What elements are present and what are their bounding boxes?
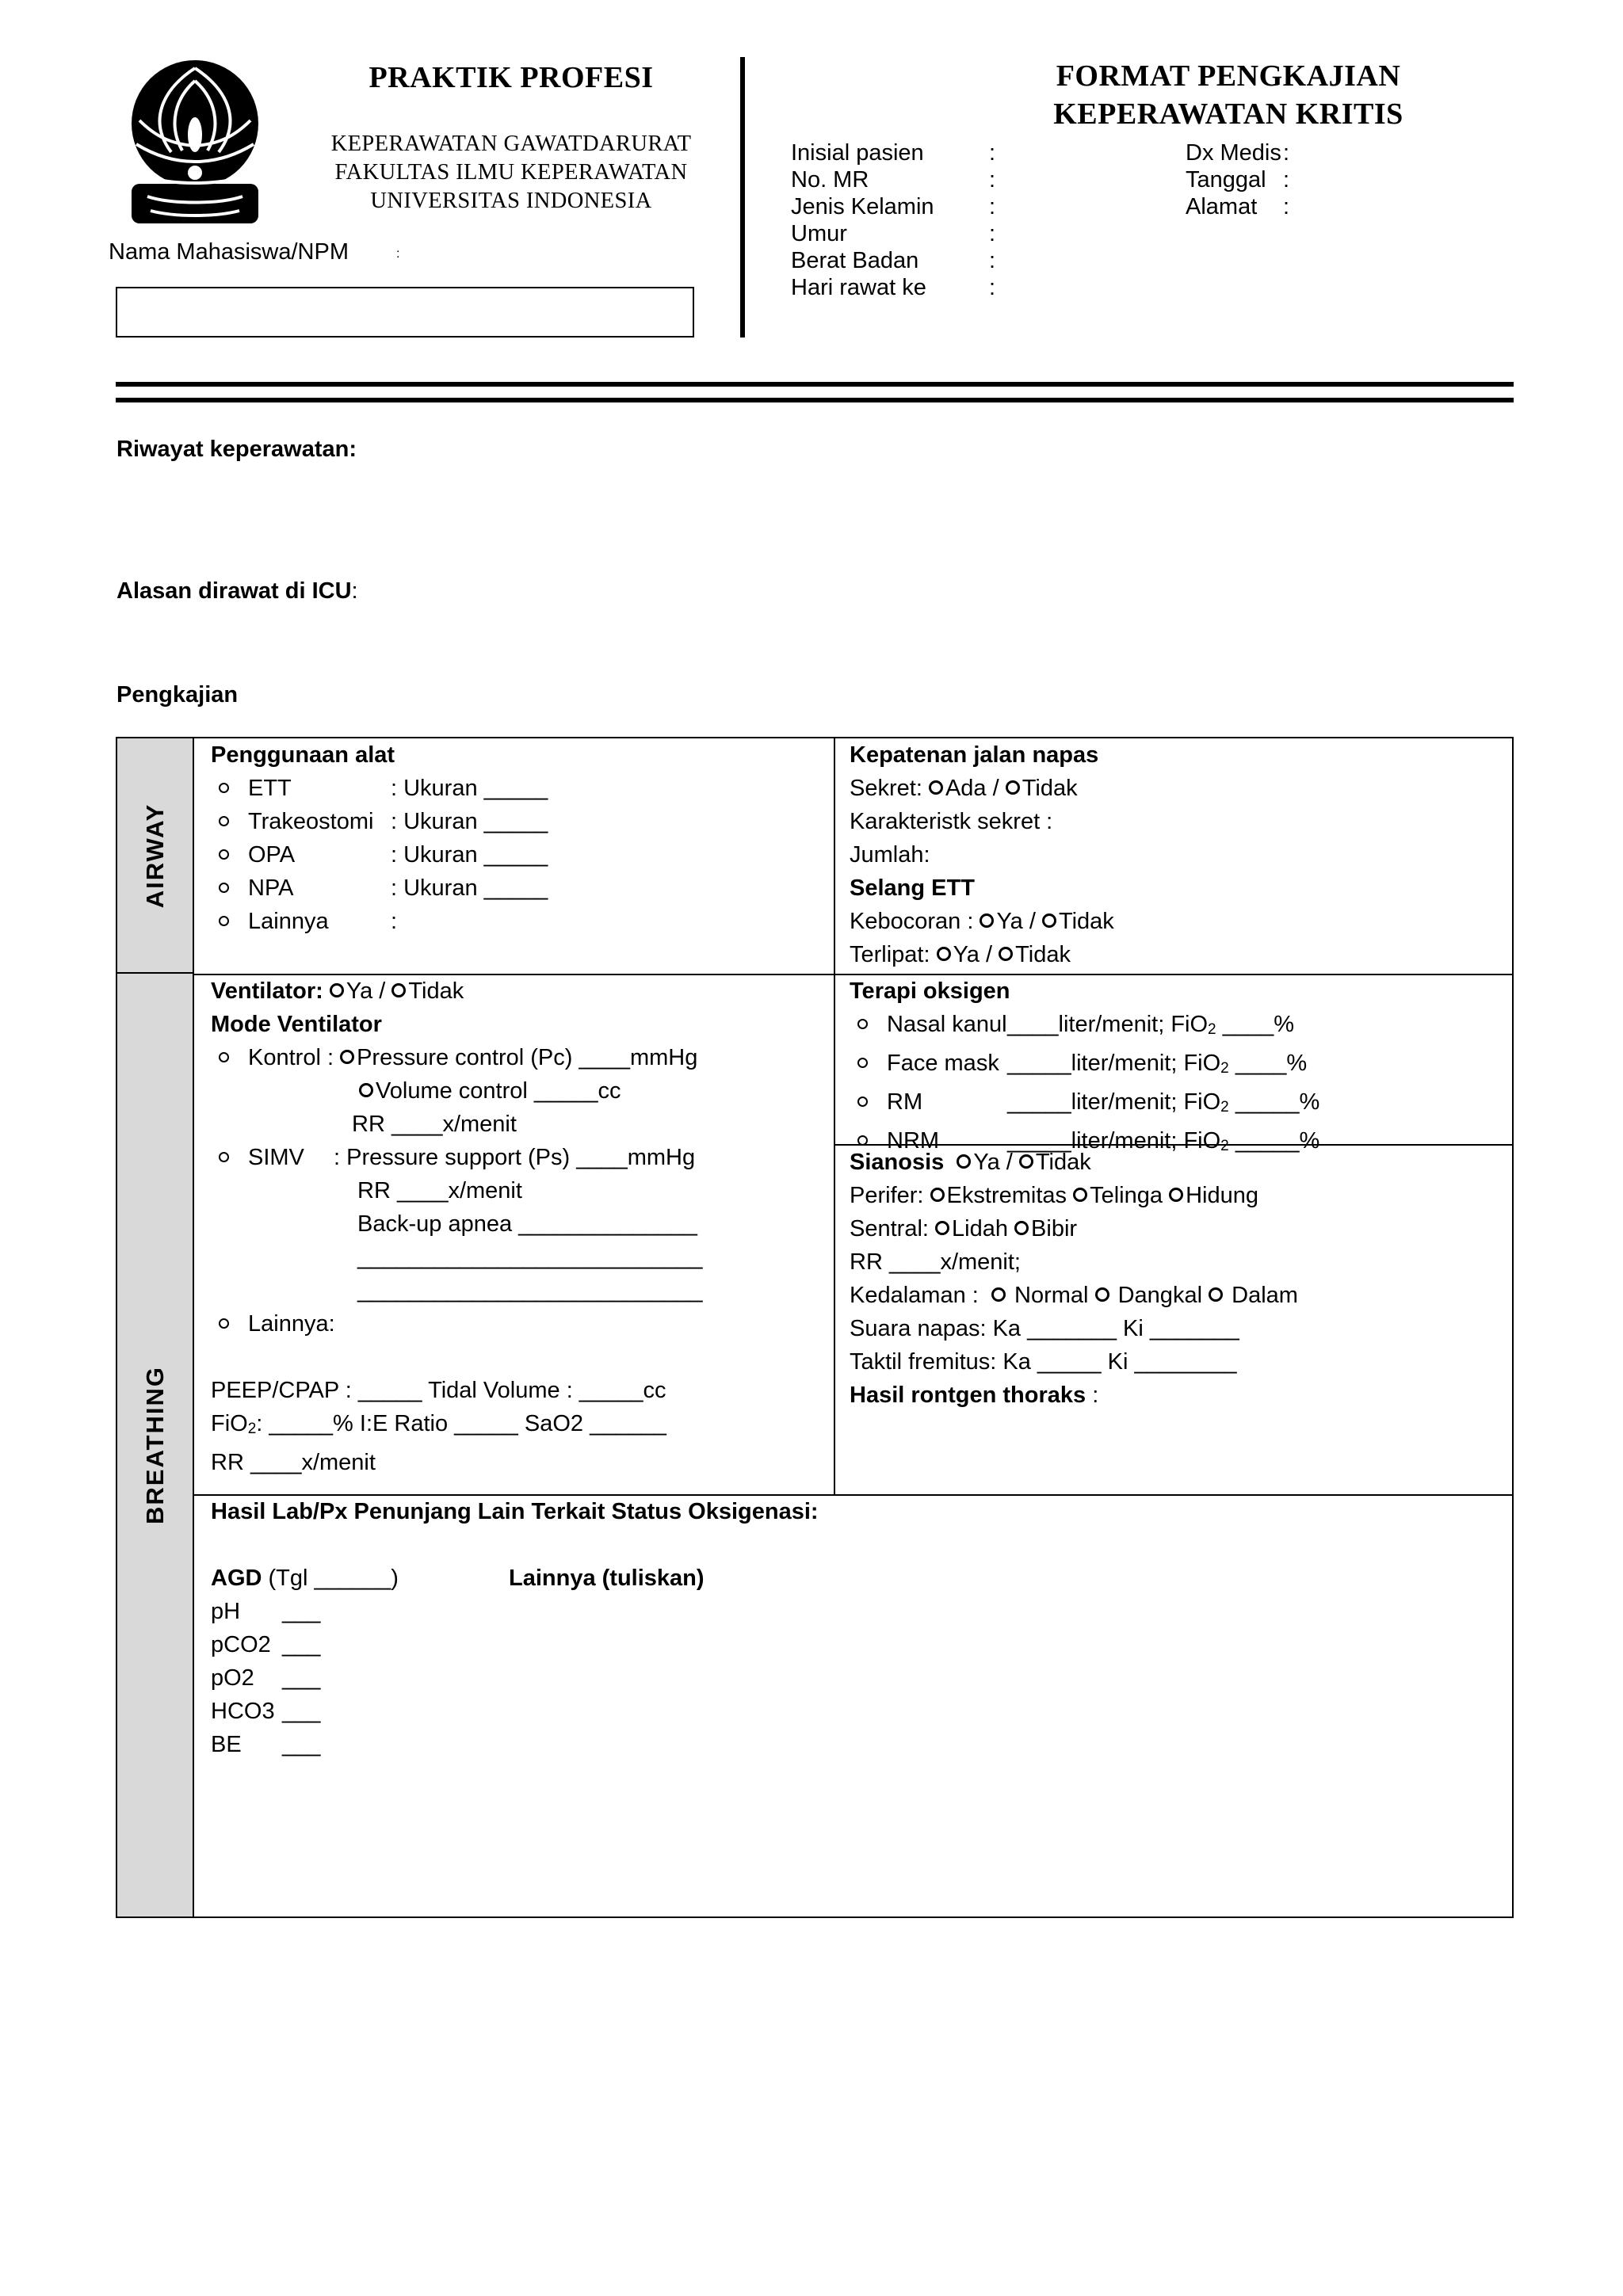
xray-label: Hasil rontgen thoraks: [850, 1383, 1086, 1408]
subscript: 2: [1208, 1021, 1216, 1038]
separator: /: [986, 942, 993, 967]
oxygen-row: [850, 1047, 1319, 1085]
agd-value-field[interactable]: ___: [282, 1732, 321, 1757]
radio-icon[interactable]: [1014, 1221, 1029, 1235]
respiratory-rate-field[interactable]: RR ____x/menit;: [850, 1249, 1021, 1275]
size-field[interactable]: : Ukuran _____: [391, 776, 548, 801]
agd-header-row: [211, 1562, 819, 1595]
secretion-label: Sekret:: [850, 776, 922, 801]
department-name: KEPERAWATAN GAWATDARURAT: [330, 132, 692, 156]
radio-icon[interactable]: [1209, 1287, 1223, 1302]
control-rr-field[interactable]: RR ____x/menit: [352, 1112, 517, 1137]
fio2-ratio-text: : _____% I:E Ratio _____ SaO2 ______: [256, 1411, 666, 1436]
option-tongue: Lidah: [952, 1216, 1008, 1241]
cyanosis-cell: [850, 1146, 1298, 1412]
option-no: Tidak: [1058, 909, 1114, 934]
size-field[interactable]: : Ukuran _____: [391, 875, 548, 901]
airway-devices-cell: [211, 738, 548, 938]
spacer: [211, 1528, 819, 1562]
oxygen-device: RM: [887, 1089, 923, 1115]
patient-initials-label: Inisial pasien: [791, 140, 924, 166]
tactile-fremitus-field[interactable]: Taktil fremitus: Ka _____ Ki ________: [850, 1349, 1237, 1375]
fio2-percent[interactable]: _____%: [1235, 1089, 1320, 1115]
agd-item: HCO3: [211, 1699, 275, 1724]
bullet-icon: [219, 883, 229, 893]
other-colon: :: [391, 909, 398, 934]
ventilator-row: [211, 974, 702, 1008]
separator: /: [1029, 909, 1036, 934]
ett-tube-title: Selang ETT: [850, 875, 975, 901]
assessment-table: [116, 737, 1514, 1918]
peep-tidal-field[interactable]: PEEP/CPAP : _____ Tidal Volume : _____cc: [211, 1378, 666, 1403]
kink-label: Terlipat:: [850, 942, 930, 967]
option-present: Ada: [945, 776, 987, 801]
patient-info-labels: [791, 139, 934, 301]
student-name-colon: :: [396, 247, 400, 261]
form-title-line1: FORMAT PENGKAJIAN: [1056, 59, 1401, 93]
address-label: Alamat: [1186, 194, 1258, 219]
agd-date-field[interactable]: (Tgl ______): [268, 1566, 399, 1591]
device-npa-row: [211, 871, 548, 905]
subscript: 2: [1220, 1099, 1229, 1116]
oxygen-therapy-cell: [850, 974, 1319, 1163]
option-lips: Bibir: [1031, 1216, 1078, 1241]
option-nose: Hidung: [1186, 1183, 1258, 1208]
patient-info-colons: [989, 139, 995, 301]
radio-icon[interactable]: [340, 1050, 354, 1064]
device-opa-row: [211, 838, 548, 871]
option-yes: Ya: [973, 1150, 1000, 1175]
colon: :: [989, 221, 996, 246]
date-label: Tanggal: [1186, 167, 1266, 193]
icu-reason-colon: :: [351, 578, 358, 604]
fio2-percent[interactable]: ____%: [1222, 1012, 1294, 1037]
control-mode-row: [211, 1041, 702, 1074]
simv-label: SIMV: [248, 1145, 304, 1170]
agd-value-field[interactable]: ___: [282, 1599, 321, 1624]
separator: /: [992, 776, 999, 801]
radio-icon[interactable]: [1006, 780, 1020, 795]
option-no: Tidak: [1035, 1150, 1091, 1175]
volume-control-row: [211, 1074, 702, 1108]
bullet-icon: [857, 1097, 868, 1107]
colon: :: [989, 140, 996, 166]
bullet-icon: [857, 1135, 868, 1146]
device-ett-row: [211, 772, 548, 805]
lab-results-title: Hasil Lab/Px Penunjang Lain Terkait Status Oksigenasi:: [211, 1499, 819, 1524]
radio-icon[interactable]: [991, 1287, 1006, 1302]
icu-reason-label: Alasan dirawat di ICU: [116, 578, 352, 604]
depth-label: Kedalaman :: [850, 1283, 979, 1308]
radio-icon[interactable]: [1169, 1188, 1183, 1202]
cyanosis-label: Sianosis: [850, 1150, 945, 1175]
control-label: Kontrol :: [248, 1045, 334, 1070]
age-label: Umur: [791, 221, 847, 246]
xray-row: [850, 1379, 1298, 1412]
breathing-side-header: [117, 974, 194, 1917]
agd-item: pCO2: [211, 1632, 271, 1657]
device-tracheostomy-row: [211, 805, 548, 838]
option-absent: Tidak: [1022, 776, 1078, 801]
bullet-icon: [219, 1152, 229, 1162]
device-name: NPA: [248, 875, 294, 901]
separator: /: [1006, 1150, 1013, 1175]
spacer: [211, 1341, 702, 1374]
column-divider: [834, 738, 835, 1494]
bullet-icon: [219, 783, 229, 793]
header-rule-bottom: [116, 398, 1514, 402]
student-name-input[interactable]: [116, 287, 694, 338]
airway-side-header: [117, 738, 194, 974]
colon: :: [1283, 140, 1290, 166]
option-no: Tidak: [1015, 942, 1071, 967]
device-name: ETT: [248, 776, 292, 801]
agd-item: pO2: [211, 1665, 254, 1691]
pressure-control-field[interactable]: Pressure control (Pc) ____mmHg: [357, 1045, 698, 1070]
size-field[interactable]: : Ukuran _____: [391, 842, 548, 868]
radio-icon[interactable]: [1019, 1154, 1033, 1169]
institution-block: [305, 130, 717, 215]
flow-field[interactable]: ____liter/menit; FiO: [1007, 1012, 1209, 1037]
device-name: Trakeostomi: [248, 809, 374, 834]
leak-label: Kebocoran :: [850, 909, 974, 934]
colon: :: [1283, 194, 1290, 219]
breathing-label: BREATHING: [140, 1366, 169, 1524]
secretion-row: [850, 772, 1114, 805]
bullet-icon: [219, 816, 229, 826]
agd-row: [211, 1695, 819, 1728]
radio-icon[interactable]: [359, 1083, 373, 1097]
colon: :: [989, 275, 996, 300]
option-yes: Ya: [996, 909, 1023, 934]
agd-row: [211, 1628, 819, 1661]
device-other-row: [211, 905, 548, 938]
pressure-support-field[interactable]: : Pressure support (Ps) ____mmHg: [334, 1145, 696, 1170]
oxygen-row: [850, 1085, 1319, 1124]
bullet-icon: [219, 916, 229, 926]
option-shallow: Dangkal: [1117, 1283, 1203, 1308]
oxygen-device: NRM: [887, 1128, 940, 1154]
agd-row: [211, 1595, 819, 1628]
size-field[interactable]: : Ukuran _____: [391, 809, 548, 834]
student-name-label: Nama Mahasiswa/NPM: [109, 239, 349, 265]
lab-results-cell: [211, 1495, 819, 1761]
flow-field[interactable]: _____liter/menit; FiO: [1007, 1128, 1221, 1154]
bullet-icon: [219, 1052, 229, 1062]
radio-icon[interactable]: [937, 947, 951, 961]
subscript: 2: [1220, 1060, 1229, 1077]
agd-row: [211, 1661, 819, 1695]
devices-title: Penggunaan alat: [211, 742, 395, 768]
option-normal: Normal: [1014, 1283, 1089, 1308]
ventilator-other-row: [211, 1307, 702, 1341]
blank-line[interactable]: ___________________________: [357, 1245, 703, 1270]
bullet-icon: [857, 1058, 868, 1068]
oxygen-therapy-title: Terapi oksigen: [850, 978, 1010, 1004]
subscript: 2: [247, 1421, 257, 1437]
option-ear: Telinga: [1090, 1183, 1163, 1208]
radio-icon[interactable]: [935, 1221, 949, 1235]
nursing-history-heading: Riwayat keperawatan:: [116, 437, 357, 462]
option-yes: Ya: [953, 942, 980, 967]
agd-row: [211, 1728, 819, 1761]
agd-item: pH: [211, 1599, 241, 1624]
flow-field[interactable]: _____liter/menit; FiO: [1007, 1089, 1221, 1115]
radio-icon[interactable]: [999, 947, 1013, 961]
medical-record-label: No. MR: [791, 167, 869, 193]
oxygen-row: [850, 1008, 1319, 1047]
ventilator-label: Ventilator:: [211, 978, 323, 1004]
agd-value-field[interactable]: ___: [282, 1632, 321, 1657]
peripheral-row: [850, 1179, 1298, 1212]
central-row: [850, 1212, 1298, 1245]
agd-label: AGD: [211, 1566, 262, 1591]
airway-patency-cell: [850, 738, 1114, 971]
care-day-label: Hari rawat ke: [791, 275, 926, 300]
colon: :: [989, 194, 996, 219]
fio2-percent[interactable]: ____%: [1235, 1051, 1308, 1076]
ventilator-cell: [211, 974, 702, 1479]
other-label: Lainnya:: [248, 1311, 335, 1337]
secretion-amount: Jumlah:: [850, 842, 930, 868]
subscript: 2: [1220, 1138, 1229, 1154]
separator: /: [379, 978, 386, 1004]
header-rule-top: [116, 382, 1514, 387]
kink-row: [850, 938, 1114, 971]
volume-control-field[interactable]: Volume control _____cc: [376, 1078, 621, 1104]
ventilator-rr-field[interactable]: RR ____x/menit: [211, 1450, 376, 1475]
patient-info-colons-right: [1283, 139, 1289, 220]
fio2-label: FiO: [211, 1411, 248, 1436]
radio-icon[interactable]: [980, 913, 994, 928]
bullet-icon: [219, 849, 229, 860]
bullet-icon: [219, 1318, 229, 1329]
colon: :: [989, 248, 996, 273]
radio-icon[interactable]: [1073, 1188, 1087, 1202]
blank-line[interactable]: ___________________________: [357, 1278, 703, 1303]
radio-icon[interactable]: [929, 780, 943, 795]
weight-label: Berat Badan: [791, 248, 919, 273]
simv-row: [211, 1141, 702, 1174]
option-extremities: Ekstremitas: [946, 1183, 1067, 1208]
diagnosis-label: Dx Medis: [1186, 140, 1281, 166]
leak-row: [850, 905, 1114, 938]
university-name: UNIVERSITAS INDONESIA: [370, 189, 652, 213]
bullet-icon: [857, 1019, 868, 1029]
option-yes: Ya: [346, 978, 373, 1004]
colon: :: [1283, 167, 1290, 193]
fio2-field[interactable]: [211, 1407, 702, 1446]
agd-value-field[interactable]: ___: [282, 1665, 321, 1691]
oxygen-device: Nasal kanul: [887, 1012, 1007, 1037]
backup-apnea-field[interactable]: Back-up apnea ______________: [357, 1211, 697, 1237]
device-name: OPA: [248, 842, 296, 868]
option-deep: Dalam: [1232, 1283, 1298, 1308]
form-title-line2: KEPERAWATAN KRITIS: [1053, 97, 1403, 131]
fio2-percent[interactable]: _____%: [1235, 1128, 1320, 1154]
cyanosis-row: [850, 1146, 1298, 1179]
radio-icon[interactable]: [330, 983, 344, 997]
radio-icon[interactable]: [1095, 1287, 1109, 1302]
breath-sound-field[interactable]: Suara napas: Ka _______ Ki _______: [850, 1316, 1239, 1341]
oxygen-device: Face mask: [887, 1051, 999, 1076]
colon: :: [1092, 1383, 1099, 1408]
practice-title: PRAKTIK PROFESI: [369, 61, 654, 94]
university-logo: [116, 57, 274, 223]
icu-reason-heading: [116, 578, 358, 605]
secretion-character: Karakteristk sekret :: [850, 809, 1053, 834]
central-label: Sentral:: [850, 1216, 929, 1241]
gender-label: Jenis Kelamin: [791, 194, 934, 219]
header-divider: [740, 57, 745, 338]
form-title: [1022, 57, 1434, 133]
agd-value-field[interactable]: ___: [282, 1699, 321, 1724]
depth-row: [850, 1279, 1298, 1312]
airway-label: AIRWAY: [140, 803, 169, 908]
ventilator-mode-title: Mode Ventilator: [211, 1012, 382, 1037]
radio-icon[interactable]: [1042, 913, 1056, 928]
radio-icon[interactable]: [930, 1188, 945, 1202]
assessment-heading: Pengkajian: [116, 682, 239, 707]
radio-icon[interactable]: [391, 983, 406, 997]
other-results-label: Lainnya (tuliskan): [509, 1566, 705, 1591]
simv-rr-field[interactable]: RR ____x/menit: [357, 1178, 522, 1203]
peripheral-label: Perifer:: [850, 1183, 924, 1208]
colon: :: [989, 167, 996, 193]
faculty-name: FAKULTAS ILMU KEPERAWATAN: [334, 160, 688, 185]
option-no: Tidak: [408, 978, 464, 1004]
patient-info-labels-right: [1186, 139, 1281, 220]
patency-title: Kepatenan jalan napas: [850, 742, 1099, 768]
agd-item: BE: [211, 1732, 242, 1757]
radio-icon[interactable]: [957, 1154, 971, 1169]
device-name: Lainnya: [248, 909, 329, 934]
flow-field[interactable]: _____liter/menit; FiO: [1007, 1051, 1221, 1076]
